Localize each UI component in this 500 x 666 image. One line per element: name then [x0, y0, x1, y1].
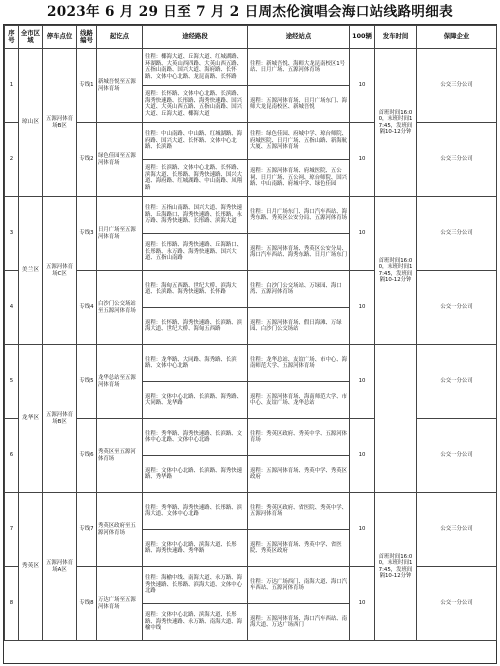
cell-seq: 2: [5, 123, 19, 197]
cell-stops-back: 返程：五源河体育场、海口汽车西站、南海大道、万达广场西门: [248, 604, 350, 641]
cell-stops-back: 返程：五源河体育场、假日海滩、万绿园、白沙门公交场站: [248, 308, 350, 345]
cell-stops-go: 往程：秀英区政府、省医院、秀英中学、五源河体育场: [248, 493, 350, 530]
cell-parking: 五源河体育场A区: [43, 493, 77, 641]
cell-district: 秀英区: [19, 493, 43, 641]
table-header-row: [5, 26, 497, 49]
cell-endpoints: 新城吾悦至五源河体育场: [97, 49, 143, 123]
cell-stops-go: 往程：龙华总站、友谊广场、市中心、海南师范大学、五源河体育场: [248, 345, 350, 382]
cell-route-back: 返程：长滨路、文体中心北路、长怀路、滨海大道、长彤路、海秀快速路、国兴大道、海府路、红城湖路、中山南路、凤翔路: [143, 160, 248, 197]
schedule-table: [4, 25, 497, 641]
document-title: 2023年 6 月 29 日至 7 月 2 日周杰伦演唱会海口站线路明细表: [47, 4, 453, 20]
cell-seq: 5: [5, 345, 19, 419]
cell-district: 美兰区: [19, 197, 43, 345]
cell-route-go: 往程：椰海大道、丘海大道、红城湖路、环湖路、大英山西四路、大英山西五路、五指山南路、国兴大道、海府路、长怀路、文体中心北路、龙昆南路、长怀路: [143, 49, 248, 86]
cell-buses: 10: [350, 419, 375, 493]
cell-endpoints: 日月广场至五源河体育场: [97, 197, 143, 271]
cell-line: 专线6: [77, 419, 97, 493]
cell-seq: 1: [5, 49, 19, 123]
cell-time: 首班时间16:00，末班时间17:45，发班间隔10-12分钟: [375, 49, 417, 197]
cell-parking: 五源河体育场B区: [43, 345, 77, 493]
cell-district: 琼山区: [19, 49, 43, 197]
header-time: 发车时间: [375, 26, 417, 49]
cell-line: 专线5: [77, 345, 97, 419]
cell-stops-go: 往程：日月广场东门、海口汽车西站、海秀东路、秀英区公安分局、五源河体育场: [248, 197, 350, 234]
cell-line: 专线2: [77, 123, 97, 197]
header-line: 线路编号: [77, 26, 97, 49]
table-row: [5, 49, 497, 86]
header-route: 途经路段: [143, 26, 248, 49]
cell-buses: 10: [350, 197, 375, 271]
cell-endpoints: 万达广场至五源河体育场: [97, 567, 143, 641]
cell-buses: 10: [350, 345, 375, 419]
cell-buses: 10: [350, 271, 375, 345]
cell-route-back: 返程：长怀路、海秀快速路、长滨路、滨海大道、世纪大桥、海甸五西路: [143, 308, 248, 345]
cell-stops-go: 往程：秀英区政府、秀英中学、五源河体育场: [248, 419, 350, 456]
cell-seq: 8: [5, 567, 19, 641]
cell-stops-go: 往程：万达广场西门、南海大道、海口汽车西站、五源河体育场: [248, 567, 350, 604]
table-row: [5, 123, 497, 160]
cell-route-go: 往程：龙华路、大同路、海秀路、长滨路、文体中心北路: [143, 345, 248, 382]
cell-route-back: 返程：长怀路、文体中心北路、长滨路、海秀快速路、长彤路、海秀快速路、国兴大道、大英山西五路、五指山南路、国兴大道、丘海大道、椰海大道: [143, 86, 248, 123]
cell-stops-back: 返程：五源河体育场、海南师范大学、市中心、友谊广场、龙华总站: [248, 382, 350, 419]
cell-endpoints: 秀英区至五源河体育场: [97, 419, 143, 493]
cell-stops-go: 往程：白沙门公交场站、万绿园、海口湾、五源河体育场: [248, 271, 350, 308]
cell-endpoints: 秀英区政府至五源河体育场: [97, 493, 143, 567]
cell-time: 首班时间16:00，末班时间17:45，发班间隔10-12分钟: [375, 493, 417, 641]
cell-route-go: 往程：五指山南路、国兴大道、海秀快速路、丘海路口、海秀快速路、长彤路、永万路、海秀快速路、长彤路、滨海大道: [143, 197, 248, 234]
cell-company: 公交三分公司: [417, 197, 497, 271]
schedule-table-frame: [3, 24, 497, 664]
table-row: [5, 345, 497, 382]
header-buses: 100辆: [350, 26, 375, 49]
cell-buses: 10: [350, 567, 375, 641]
header-district: 全市区域: [19, 26, 43, 49]
cell-endpoints: 白沙门公交场站至五源河体育场: [97, 271, 143, 345]
cell-line: 专线3: [77, 197, 97, 271]
cell-route-go: 往程：秀华路、海秀快速路、长彤路、滨海大道、文体中心北路: [143, 493, 248, 530]
header-endpoints: 起讫点: [97, 26, 143, 49]
table-row: [5, 419, 497, 456]
cell-stops-back: 返程：五源河体育场、日月广场东门、海师大龙昆南校区、新城吾悦: [248, 86, 350, 123]
cell-route-back: 返程：文体中心北路、长滨路、海秀路、大同路、龙华路: [143, 382, 248, 419]
header-parking: 停车点位: [43, 26, 77, 49]
cell-stops-go: 往程：新城吾悦、海师大龙昆南校区1号站、日月广场、五源河体育场: [248, 49, 350, 86]
cell-endpoints: 龙华总站至五源河体育场: [97, 345, 143, 419]
cell-line: 专线4: [77, 271, 97, 345]
cell-buses: 10: [350, 123, 375, 197]
cell-line: 专线1: [77, 49, 97, 123]
cell-buses: 10: [350, 49, 375, 123]
cell-endpoints: 绿色佳园至五源河体育场: [97, 123, 143, 197]
cell-line: 专线7: [77, 493, 97, 567]
cell-route-go: 往程：海榆中线、南海大道、永万路、海秀快速路、长彤路、滨海大道、文体中心北路: [143, 567, 248, 604]
cell-stops-back: 返程：五源河体育场、秀英中学、省医院、秀英区政府: [248, 530, 350, 567]
table-row: [5, 271, 497, 308]
cell-seq: 3: [5, 197, 19, 271]
cell-seq: 7: [5, 493, 19, 567]
cell-parking: 五源河体育场B区: [43, 49, 77, 197]
cell-company: 公交一分公司: [417, 345, 497, 419]
cell-company: 公交一分公司: [417, 567, 497, 641]
cell-route-back: 返程：文体中心北路、滨海大道、长彤路、海秀快速路、秀华路: [143, 530, 248, 567]
header-stops: 途经站点: [248, 26, 350, 49]
cell-route-go: 往程：中山南路、中山路、红城湖路、海府路、国兴大道、长怀路、文体中心北路、长滨路: [143, 123, 248, 160]
cell-stops-back: 返程：五源河体育场、秀英中学、秀英区政府: [248, 456, 350, 493]
cell-line: 专线8: [77, 567, 97, 641]
cell-time: 首班时间16:00，末班时间17:45，发班间隔10-12分钟: [375, 197, 417, 345]
cell-parking: 五源河体育场C区: [43, 197, 77, 345]
cell-route-go: 往程：秀华路、海秀快速路、长滨路、文体中心北路、文体中心北路: [143, 419, 248, 456]
cell-stops-back: 返程：五源河体育场、秀英区公安分局、海口汽车西站、海秀东路、日月广场东门: [248, 234, 350, 271]
cell-stops-go: 往程：绿色佳园、府城中学、琼台师院、府城医院、日月广场、五指山路、新海航大厦、五源河体育场: [248, 123, 350, 160]
cell-seq: 6: [5, 419, 19, 493]
cell-route-back: 返程：文体中心北路、滨海大道、长彤路、海秀快速路、永万路、南海大道、海榆中线: [143, 604, 248, 641]
cell-company: 公交三分公司: [417, 49, 497, 123]
cell-time: [375, 345, 417, 493]
header-company: 保障企业: [417, 26, 497, 49]
cell-route-back: 返程：文体中心北路、长滨路、海秀快速路、秀华路: [143, 456, 248, 493]
table-row: [5, 197, 497, 234]
table-row: [5, 493, 497, 530]
cell-stops-back: 返程：五源河体育场、府城医院、五公祠、日月广场、五公祠、琼台师院、国兴路、中山南路、府城中学、绿色佳园: [248, 160, 350, 197]
cell-company: 公交三分公司: [417, 123, 497, 197]
cell-company: 公交三分公司: [417, 493, 497, 567]
cell-district: 龙华区: [19, 345, 43, 493]
cell-company: 公交一分公司: [417, 271, 497, 345]
cell-route-back: 返程：长彤路、海秀快速路、丘海路口、长彤路、永万路、海秀快速路、国兴大道、五指山南路: [143, 234, 248, 271]
table-row: [5, 567, 497, 604]
cell-seq: 4: [5, 271, 19, 345]
cell-buses: 10: [350, 493, 375, 567]
cell-company: 公交一分公司: [417, 419, 497, 493]
header-seq: 序号: [5, 26, 19, 49]
cell-route-go: 往程：海甸五西路、世纪大桥、滨海大道、长滨路、海秀快速路、长怀路: [143, 271, 248, 308]
